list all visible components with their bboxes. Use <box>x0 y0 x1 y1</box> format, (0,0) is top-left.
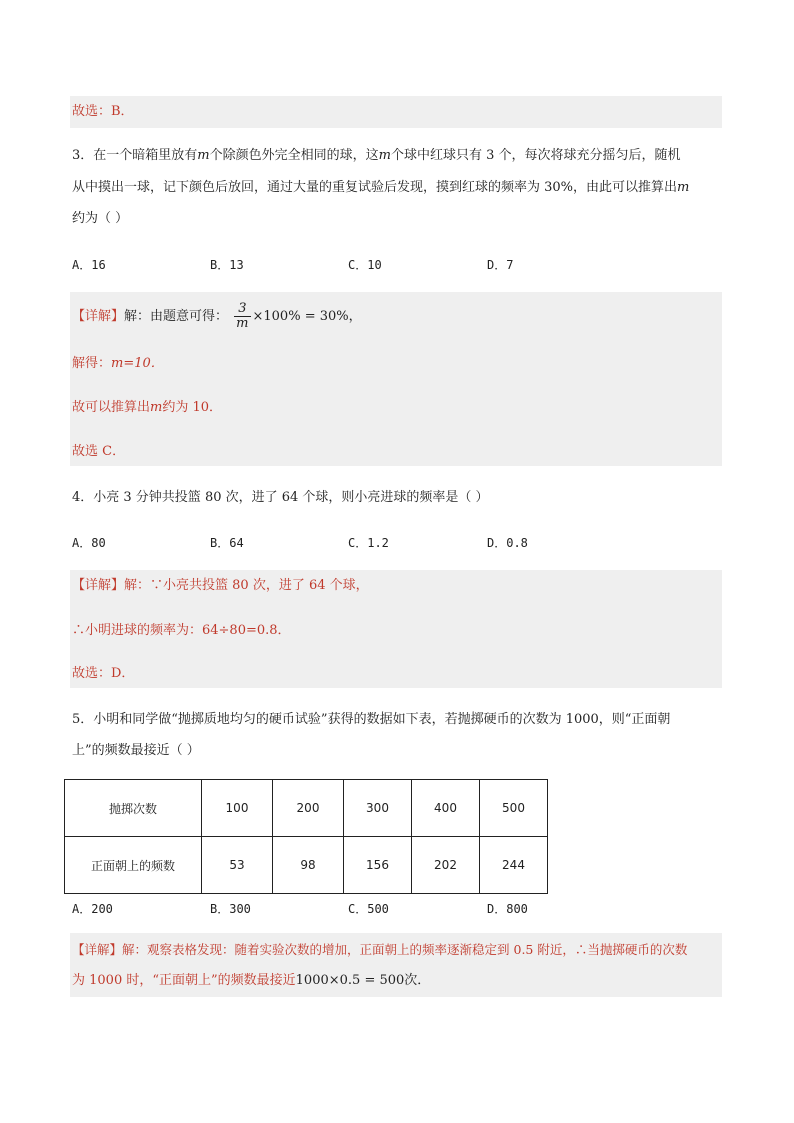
q3-var-m: m <box>197 148 210 163</box>
q4-solution-text1: 解：∵小亮共投篮 80 次，进了 64 个球， <box>124 578 369 593</box>
q3-text-e: 约为（ ） <box>72 211 129 226</box>
q3-var-m: m <box>150 400 163 415</box>
q3-infer-a: 故可以推算出 <box>72 400 151 415</box>
q3-conclusion: 故选 C． <box>72 444 126 459</box>
q5-data-table <box>64 779 548 894</box>
q5-option-d: D．800 <box>487 902 528 916</box>
table-cell: 抛掷次数 <box>65 780 202 837</box>
q3-option-a: A．16 <box>72 258 106 272</box>
q3-detail-tag: 【详解】 <box>72 309 125 324</box>
q5-solution-text2c: 次． <box>404 973 431 988</box>
q5-solution-text2a: 为 1000 时，“正面朝上”的频数最接近 <box>72 973 296 988</box>
q3-option-b: B．13 <box>210 258 244 272</box>
q4-solution-line1 <box>72 576 369 596</box>
table-cell: 200 <box>273 780 344 837</box>
q3-fraction <box>234 302 250 331</box>
q3-text-a: 3．在一个暗箱里放有 <box>72 148 198 163</box>
q3-frac-den: m <box>236 316 249 331</box>
table-cell: 500 <box>480 780 548 837</box>
prev-solution-box <box>70 96 722 128</box>
q3-stem-line2 <box>72 178 689 198</box>
q4-option-d: D．0.8 <box>487 536 528 550</box>
q3-var-m: m <box>677 180 690 195</box>
q5-solution-formula: 1000×0.5 = 500 <box>295 973 405 988</box>
q5-solution-line1 <box>72 940 687 960</box>
q5-option-b: B．300 <box>210 902 251 916</box>
prev-conclusion: 故选：B． <box>72 104 134 119</box>
q3-solution-intro: 解：由题意可得： <box>124 309 229 324</box>
table-cell: 正面朝上的频数 <box>65 837 202 894</box>
q3-solve-label: 解得： <box>72 356 112 371</box>
q3-option-c: C．10 <box>348 258 382 272</box>
q3-text-b: 个除颜色外完全相同的球，这 <box>209 148 379 163</box>
q3-solution-line3 <box>72 398 222 418</box>
table-cell: 202 <box>412 837 480 894</box>
table-cell: 244 <box>480 837 548 894</box>
q3-var-m: m <box>378 148 391 163</box>
q5-detail-tag: 【详解】 <box>72 942 123 957</box>
q5-option-a: A．200 <box>72 902 113 916</box>
table-cell: 156 <box>344 837 412 894</box>
q3-option-d: D．7 <box>487 258 514 272</box>
q5-stem-line1: 5．小明和同学做“抛掷质地均匀的硬币试验”获得的数据如下表，若抛掷硬币的次数为 1000，则“正面朝 <box>72 712 671 727</box>
q4-option-c: C．1.2 <box>348 536 389 550</box>
table-cell: 300 <box>344 780 412 837</box>
q3-stem-line1 <box>72 146 681 166</box>
q4-solution-line2: ∴小明进球的频率为：64÷80=0.8． <box>72 623 291 638</box>
table-cell: 100 <box>202 780 273 837</box>
q4-option-b: B．64 <box>210 536 244 550</box>
q3-text-c: 个球中红球只有 3 个，每次将球充分摇匀后，随机 <box>390 148 681 163</box>
q4-detail-tag: 【详解】 <box>72 578 125 593</box>
q5-solution-text1: 解：观察表格发现：随着实验次数的增加，正面朝上的频率逐渐稳定到 0.5 附近，∴当抛掷硬币的次数 <box>122 942 688 957</box>
table-cell: 98 <box>273 837 344 894</box>
table-row <box>65 837 548 894</box>
q3-frac-rest: ×100% = 30%， <box>252 309 362 324</box>
q4-conclusion: 故选：D． <box>72 666 135 681</box>
q4-stem: 4．小亮 3 分钟共投篮 80 次，进了 64 个球，则小亮进球的频率是（ ） <box>72 490 489 505</box>
q5-option-c: C．500 <box>348 902 389 916</box>
table-cell: 400 <box>412 780 480 837</box>
q4-option-a: A．80 <box>72 536 106 550</box>
q3-frac-num: 3 <box>234 302 250 317</box>
table-row <box>65 780 548 837</box>
q3-solution-line1 <box>72 302 362 331</box>
q5-solution-line2 <box>72 971 430 991</box>
q3-infer-b: 约为 10． <box>162 400 223 415</box>
q5-stem-line2: 上”的频数最接近（ ） <box>72 743 200 758</box>
table-cell: 53 <box>202 837 273 894</box>
q3-stem-line3 <box>72 209 128 229</box>
q3-solve-value: m=10． <box>111 356 164 371</box>
q3-solution-line2 <box>72 354 164 374</box>
q3-text-d: 从中摸出一球，记下颜色后放回，通过大量的重复试验后发现，摸到红球的频率为 30%，由此可以推算出 <box>72 180 678 195</box>
